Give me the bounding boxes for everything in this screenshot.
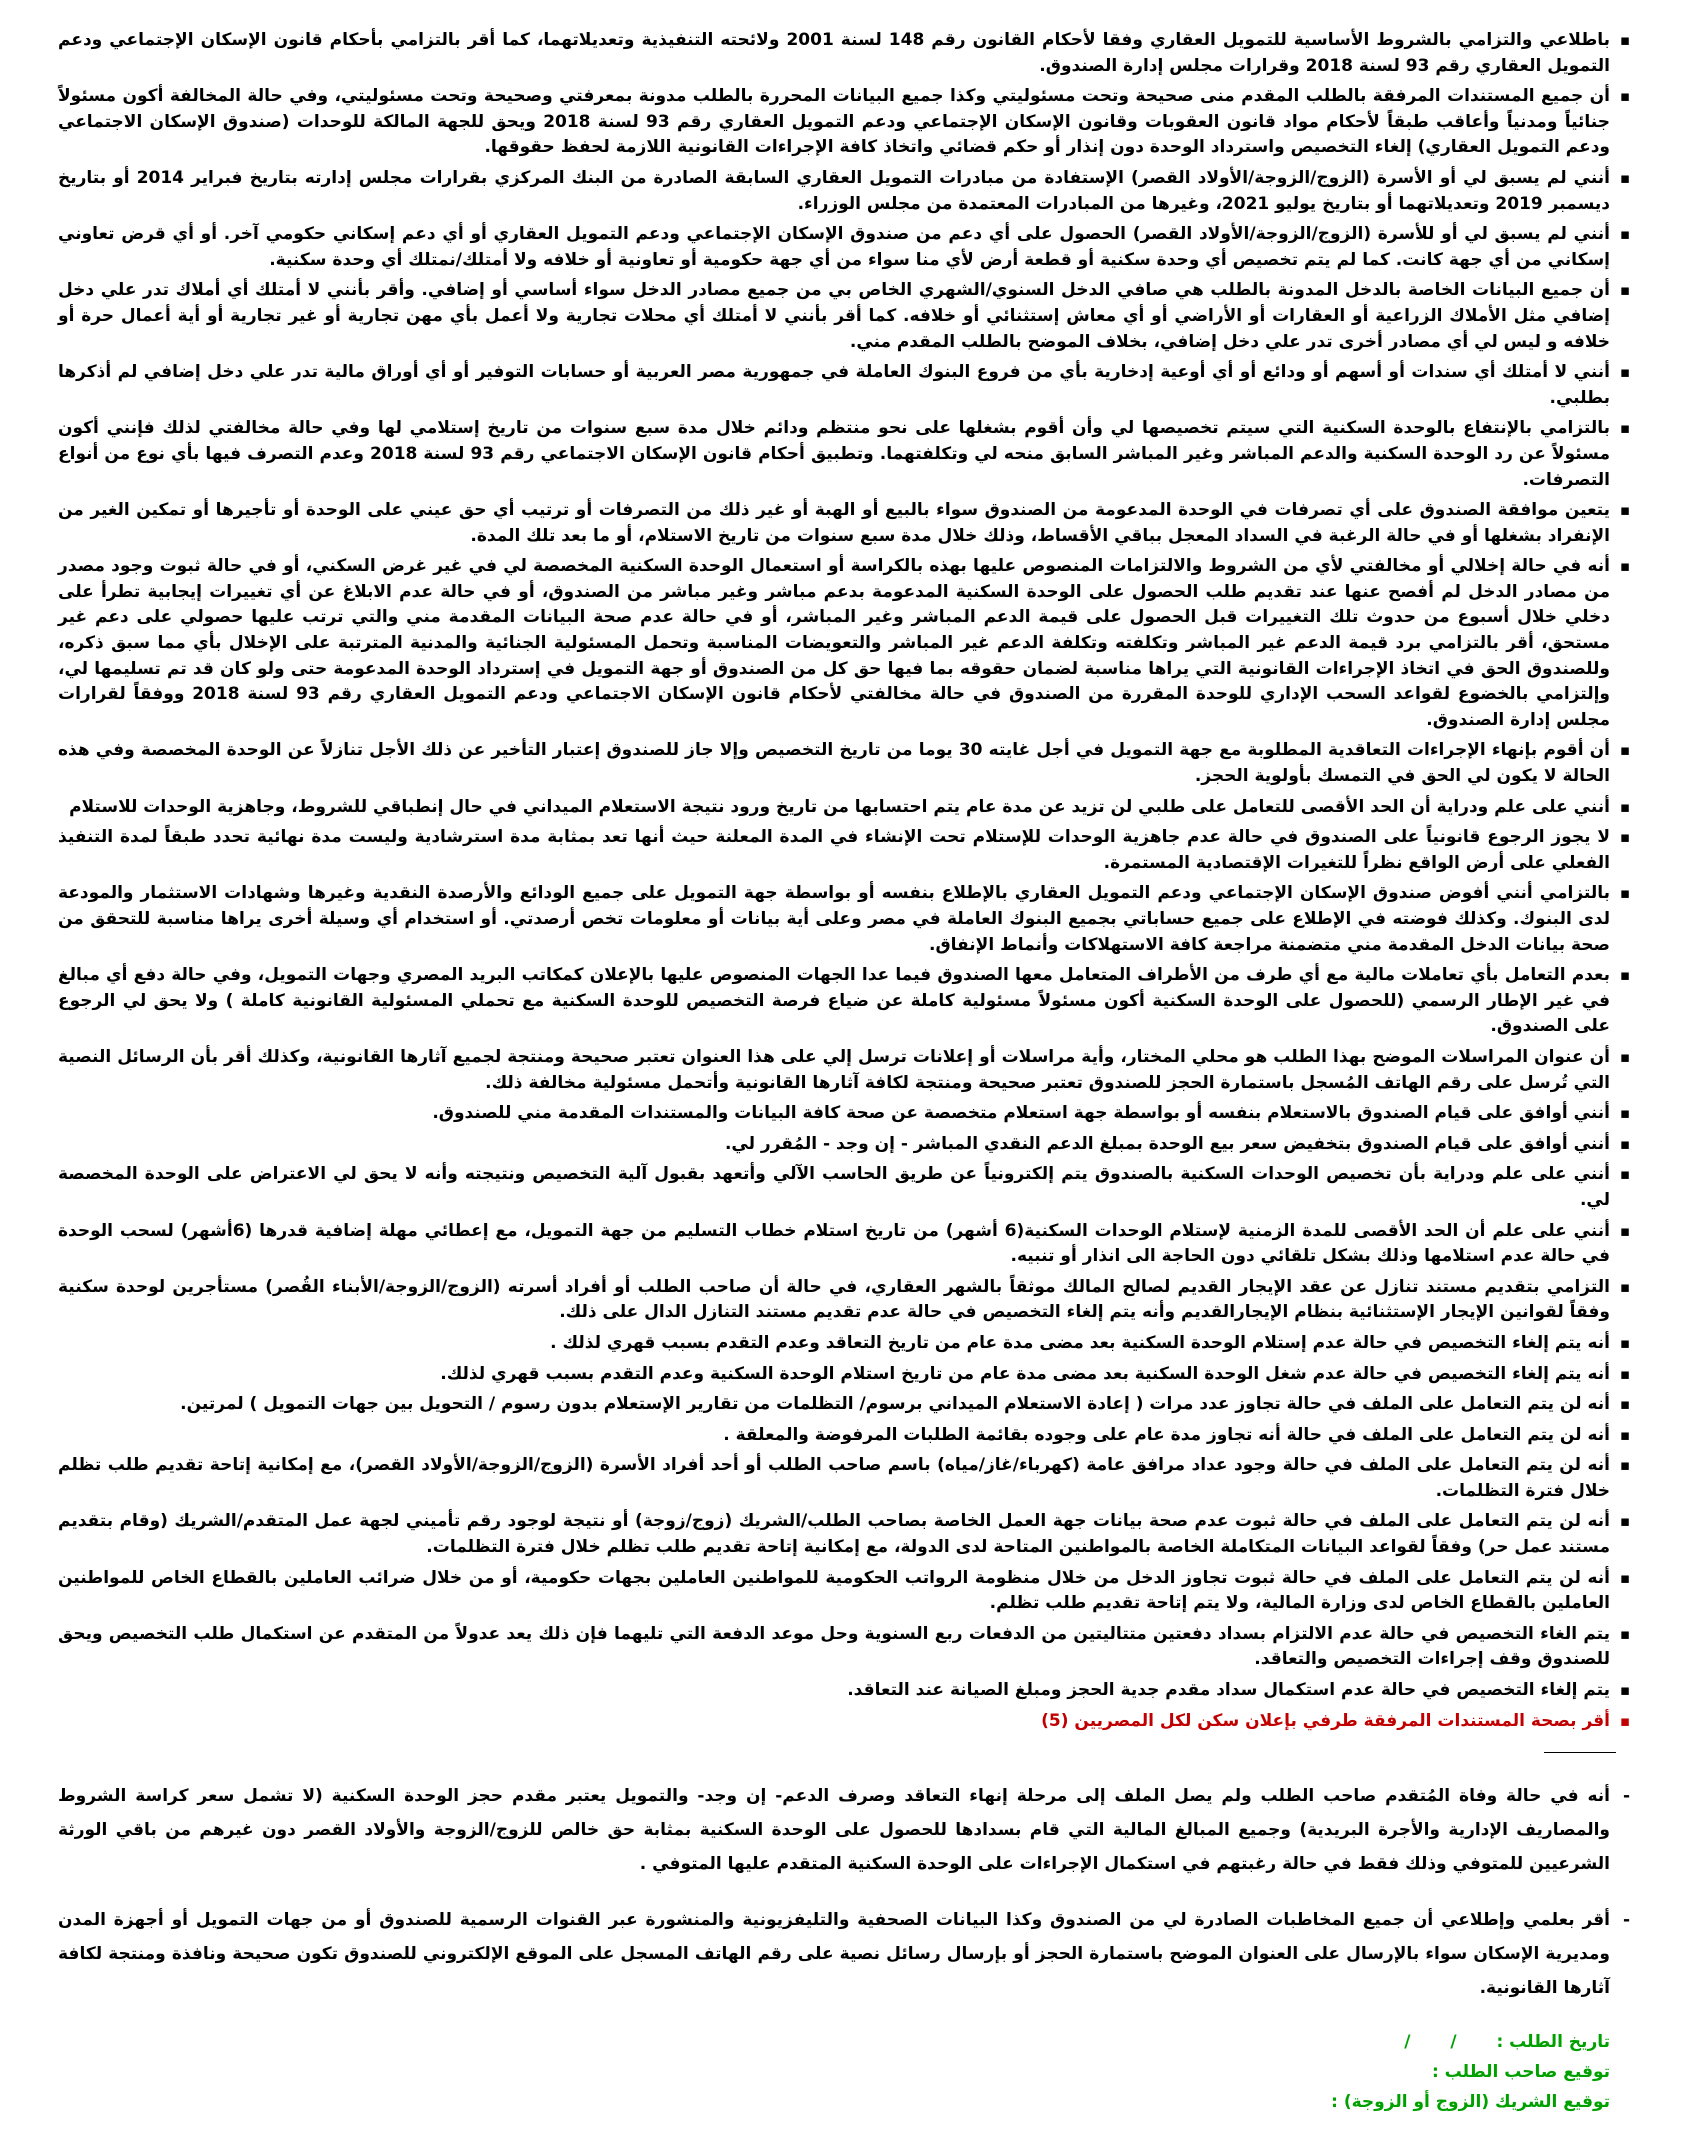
- term-text: باطلاعي والتزامي بالشروط الأساسية للتمويل العقاري وفقا لأحكام القانون رقم 148 لسنة 2001 ولائحته التنفيذية وتعديلاتهما، كما أقر بالتزامي بأحكام قانون الإسكان الإجتماعي ودعم التمويل العقاري رقم 93 لسنة 2018 وقرارات مجلس إدارة الصندوق.: [58, 30, 1610, 76]
- term-text: بعدم التعامل بأي تعاملات مالية مع أي طرف من الأطراف المتعامل معها الصندوق فيما عدا الجهات المنصوص عليها بالإعلان كمكاتب البريد المصري وجهات التمويل، وفي حالة دفع أي مبالغ في غير الإطار الرسمي (للحصول على الوحدة السكنية أكون مسئولاً مسئولية كاملة عن ضياع فرصة التخصيص للوحدة السكنية مع تحملي المسئولية القانونية كاملة ) ولا يحق لي الرجوع على الصندوق.: [58, 965, 1610, 1037]
- bullet-icon: ▪: [1619, 1165, 1630, 1184]
- section-divider: [1544, 1752, 1616, 1753]
- term-item: [58, 1453, 1632, 1504]
- date-separator: /: [1404, 2032, 1411, 2053]
- term-text: أنني أوافق على قيام الصندوق بتخفيض سعر بيع الوحدة بمبلغ الدعم النقدي المباشر - إن وجد - المُقرر لي.: [724, 1133, 1610, 1154]
- application-date-row: [58, 2027, 1632, 2057]
- bullet-icon: ▪: [1619, 828, 1630, 847]
- term-text: يتعين موافقة الصندوق على أي تصرفات في الوحدة المدعومة من الصندوق سواء بالبيع أو الهبة أو غير ذلك من التصرفات أو ترتيب أي حق عيني على الوحدة أو تأجيرها أو تمكين الغير من الإنفراد بشغلها أو في حالة الرغبة في السداد المعجل بباقي الأقساط، وذلك خلال مدة سبع سنوات من تاريخ الاستلام، أو ما بعد تلك المدة.: [58, 500, 1610, 546]
- term-item: [58, 498, 1632, 549]
- term-item: [58, 28, 1632, 79]
- term-item: [58, 795, 1632, 821]
- note-text: أقر بعلمي وإطلاعي أن جميع المخاطبات الصادرة لي من الصندوق وكذا البيانات الصحفية والتليفزيونية والمنشورة عبر القنوات الرسمية للصندوق أو من جهات التمويل أو أجهزة المدن ومديرية الإسكان سواء بالإرسال على العنوان الموضح باستمارة الحجز أو بإرسال رسائل نصية على رقم الهاتف المسجل على الموقع الإلكتروني للصندوق تكون صحيحة ونافذة ومنتجة لكافة آثارها القانونية.: [58, 1910, 1610, 1999]
- applicant-signature-label: توقيع صاحب الطلب :: [1431, 2062, 1610, 2083]
- bullet-icon: ▪: [1619, 501, 1630, 520]
- bullet-icon: ▪: [1619, 281, 1630, 300]
- term-item: [58, 1392, 1632, 1418]
- term-text: أنني على علم ودراية أن الحد الأقصى للتعامل على طلبي لن تزيد عن مدة عام يتم احتسابها من تاريخ ورود نتيجة الاستعلام الميداني في حال إنطباقي للشروط، وجاهزية الوحدات للاستلام: [69, 796, 1610, 817]
- term-text: أنه لن يتم التعامل على الملف في حالة وجود عداد مرافق عامة (كهرباء/غاز/مياه) باسم صاحب الطلب أو أحد أفراد الأسرة (الزوج/الزوجة/الأولاد القصر)، مع إمكانية إتاحة تقديم طلب تظلم خلال فترة التظلمات.: [58, 1455, 1610, 1501]
- term-text: بالتزامي بالإنتفاع بالوحدة السكنية التي سيتم تخصيصها لي وأن أقوم بشغلها على نحو منتظم ودائم خلال مدة سبع سنوات من تاريخ إستلامي لها وفي حالة مخالفتي لذلك فإنني أكون مسئولاً عن رد الوحدة السكنية والدعم المباشر وغير المباشر السابق منحه لي وتكلفتهما. وتطبيق أحكام قانون الإسكان الاجتماعي رقم 93 لسنة 2018 وعدم التصرف فيها بأي نوع من أنواع التصرفات.: [58, 418, 1610, 490]
- term-item: [58, 1045, 1632, 1096]
- bullet-icon: ▪: [1619, 797, 1630, 816]
- term-text: أنني على علم أن الحد الأقصى للمدة الزمنية لإستلام الوحدات السكنية(6 أشهر) من تاريخ استلام خطاب التسليم من جهة التمويل، مع إعطائي مهلة إضافية قدرها (6أشهر) لسحب الوحدة في حالة عدم استلامها وذلك بشكل تلقائي دون الحاجة الى انذار أو تنبيه.: [58, 1220, 1610, 1267]
- term-text: أنني لا أمتلك أي سندات أو أسهم أو ودائع أو أي أوعية إدخارية بأي من فروع البنوك العاملة في جمهورية مصر العربية أو حسابات التوفير أو أي أوراق مالية تدر علي دخل إضافي لم أذكرها بطلبي.: [58, 362, 1610, 408]
- term-item: [58, 1423, 1632, 1449]
- bullet-icon: ▪: [1619, 884, 1630, 903]
- term-item: [58, 360, 1632, 411]
- signature-block: [58, 2027, 1632, 2117]
- bullet-icon: ▪: [1619, 1047, 1630, 1066]
- bullet-icon: ▪: [1619, 741, 1630, 760]
- bullet-icon: ▪: [1619, 1277, 1630, 1296]
- note-item: [58, 1779, 1632, 1881]
- term-item: [58, 554, 1632, 733]
- term-text: بالتزامي أنني أفوض صندوق الإسكان الإجتماعي ودعم التمويل العقاري بالإطلاع بنفسه أو بواسطة جهة التمويل على جميع الودائع والأرصدة النقدية وغيرها وشهادات الاستثمار والمودعة لدى البنوك. وكذلك فوضته في الإطلاع على جميع حساباتي بجميع البنوك العاملة في مصر وعلى أية بيانات أو معلومات تخص أرصدتي. أو استخدام أي وسيلة أخرى يراها مناسبة للتحقق من صحة بيانات الدخل المقدمة مني متضمنة مراجعة كافة الاستهلاكات وأنماط الإنفاق.: [58, 883, 1610, 955]
- term-item: [58, 1162, 1632, 1213]
- term-item: [58, 1678, 1632, 1704]
- term-text: لا يجوز الرجوع قانونياً على الصندوق في حالة عدم جاهزية الوحدات للإستلام تحت الإنشاء في المدة المعلنة حيث أنها تعد بمثابة مدة استرشادية وليست مدة نهائية تحدد طبقاً لمدة التنفيذ الفعلي على أرض الواقع نظراً للتغيرات الإقتصادية المستمرة.: [58, 827, 1610, 873]
- note-item: [58, 1903, 1632, 2005]
- term-text: أن جميع المستندات المرفقة بالطلب المقدم منى صحيحة وتحت مسئوليتي وكذا جميع البيانات المحررة بالطلب مدونة بمعرفتي وصحيحة وتحت مسئوليتي، وفي حالة المخالفة أكون مسئولاً جنائياً ومدنياً وأعاقب طبقاً لأحكام مواد قانون العقوبات وقانون الإسكان الإجتماعي ودعم التمويل العقاري رقم 93 لسنة 2018 ويحق للجهة المالكة للوحدات (صندوق الإسكان الاجتماعي ودعم التمويل العقاري) إلغاء التخصيص واسترداد الوحدة دون إنذار أو حكم قضائي واتخاذ كافة الإجراءات القانونية اللازمة لحفظ حقوقها.: [58, 86, 1610, 158]
- bullet-icon: ▪: [1619, 419, 1630, 438]
- term-item: [58, 1331, 1632, 1357]
- term-text: أقر بصحة المستندات المرفقة طرفي بإعلان سكن لكل المصريين (5): [1041, 1710, 1610, 1731]
- bullet-icon: ▪: [1619, 168, 1630, 187]
- dash-icon: -: [1622, 1910, 1630, 1931]
- term-text: أن عنوان المراسلات الموضح بهذا الطلب هو محلي المختار، وأية مراسلات أو إعلانات ترسل إلي على هذا العنوان تعتبر صحيحة ومنتجة لجميع آثارها القانونية، وكذلك أقر بأن الرسائل النصية التي تُرسل على رقم الهاتف المُسجل باستمارة الحجز للصندوق تعتبر صحيحة ومنتجة لكافة آثارها القانونية وأتحمل مسئولية مخالفة ذلك.: [58, 1046, 1610, 1093]
- document-body: [58, 28, 1632, 2117]
- term-text: يتم إلغاء التخصيص في حالة عدم استكمال سداد مقدم جدية الحجز ومبلغ الصيانة عند التعاقد.: [847, 1680, 1610, 1701]
- term-item: [58, 1622, 1632, 1673]
- partner-signature-label: توقيع الشريك (الزوج أو الزوجة) :: [1331, 2092, 1610, 2113]
- bullet-icon: ▪: [1619, 1456, 1630, 1475]
- term-item: [58, 1566, 1632, 1617]
- bullet-icon: ▪: [1619, 1624, 1630, 1643]
- term-item: [58, 1362, 1632, 1388]
- term-text: أن أقوم بإنهاء الإجراءات التعاقدية المطلوبة مع جهة التمويل في أجل غايته 30 يوما من تاريخ التخصيص وإلا جاز للصندوق إعتبار التأخير عن ذلك الأجل تنازلاً عن الوحدة المخصصة وفي هذه الحالة لا يكون لي الحق في التمسك بأولوية الحجز.: [58, 740, 1611, 787]
- bullet-icon: ▪: [1619, 557, 1630, 576]
- term-text: أنني لم يسبق لي أو للأسرة (الزوج/الزوجة/الأولاد القصر) الحصول على أي دعم من صندوق الإسكان الإجتماعي ودعم التمويل العقاري أو أي دعم إسكاني حكومي آخر. أو أي قرض تعاوني إسكاني من أي جهة كانت. كما لم يتم تخصيص أي وحدة سكنية أو قطعة أرض لأي منا سواء من أي جهة حكومية أو تعاونية أو خلافه ولا أمتلك/نمتلك أي وحدة سكنية.: [58, 224, 1610, 270]
- term-text: يتم الغاء التخصيص في حالة عدم الالتزام بسداد دفعتين متتاليتين من الدفعات ربع السنوية وحل موعد الدفعة التي تليهما فإن ذلك يعد عدولاً من المتقدم عن استكمال طلب التخصيص ويحق للصندوق وقف إجراءات التخصيص والتعاقد.: [58, 1623, 1610, 1670]
- term-item: [58, 1132, 1632, 1158]
- term-text: أنه لن يتم التعامل على الملف في حالة ثبوت تجاوز الدخل من خلال منظومة الرواتب الحكومية للمواطنين العاملين بجهات حكومية، أو من خلال ضرائب العاملين بالقطاع الخاص للمواطنين العاملين بالقطاع الخاص لدى وزارة المالية، ولا يتم إتاحة تقديم طلب تظلم.: [58, 1567, 1610, 1614]
- term-text: أنه يتم إلغاء التخصيص في حالة عدم إستلام الوحدة السكنية بعد مضى مدة عام من تاريخ التعاقد وعدم التقدم بسبب قهري لذلك .: [550, 1332, 1610, 1353]
- term-text: أنه يتم إلغاء التخصيص في حالة عدم شغل الوحدة السكنية بعد مضى مدة عام من تاريخ استلام الوحدة السكنية وعدم التقدم بسبب قهري لذلك.: [440, 1363, 1610, 1384]
- bullet-icon: ▪: [1619, 1425, 1630, 1444]
- bullet-icon: ▪: [1619, 1711, 1630, 1730]
- term-text: أنه في حالة إخلالي أو مخالفتي لأي من الشروط والالتزامات المنصوص عليها بهذه بالكراسة أو استعمال الوحدة السكنية المخصصة لي في غير غرض السكني، أو في حالة ثبوت وجود مصدر من مصادر الدخل لم أفصح عنها عند تقديم طلب الحصول على الوحدة السكنية المدعومة بدعم مباشر وغير مباشر من الصندوق، أو في حالة عدم الابلاغ عن أي تغييرات إيجابية تطرأ على دخلي خلال أسبوع من حدوث تلك التغييرات قبل الحصول على قيمة الدعم المباشر وغير المباشر، أو في حالة عدم صحة البيانات المقدمة مني والتي ترتب عليها حصولي على دعم غير مستحق، أقر بالتزامي برد قيمة الدعم غير المباشر وتكلفته وتكلفة الدعم غير المباشر والتعويضات المناسبة وتحمل المسئولية الجنائية والمدنية المترتبة على الإخلال بأي مما سبق ذكره، وللصندوق الحق في اتخاذ الإجراءات القانونية التي يراها مناسبة لضمان حقوقه بما فيها حق كل من الصندوق أو جهة التمويل في إسترداد الوحدة المدعومة حتى ولو كان قد تم تسليمها لي، وإلتزامي بالخضوع لقواعد السحب الإداري للوحدة المقررة من الصندوق في حالة مخالفتي لأحكام قانون الإسكان الاجتماعي ودعم التمويل العقاري رقم 93 لسنة 2018 ووفقاً لقرارات مجلس إدارة الصندوق.: [58, 556, 1610, 730]
- bullet-icon: ▪: [1619, 1104, 1630, 1123]
- bullet-icon: ▪: [1619, 363, 1630, 382]
- bullet-icon: ▪: [1619, 966, 1630, 985]
- term-item: [58, 278, 1632, 355]
- term-item-approval: [58, 1709, 1632, 1735]
- term-item: [58, 166, 1632, 217]
- term-text: أن جميع البيانات الخاصة بالدخل المدونة بالطلب هي صافي الدخل السنوي/الشهري الخاص بي من جميع مصادر الدخل سواء أساسي أو إضافي. وأقر بأنني لا أمتلك أي أملاك تدر علي دخل إضافي مثل الأملاك الزراعية أو العقارات أو الأراضي أو أي معاش إستثنائي أو خلافه. كما أقر بأنني لا أمتلك أي محلات تجارية ولا أعمل بأي مهن تجارية أو غير تجارية أو أية أعمال حرة أو خلافه و ليس لي أي مصادر أخرى تدر علي دخل إضافي، بخلاف الموضح بالطلب المقدم مني.: [58, 280, 1610, 352]
- date-separator: /: [1450, 2032, 1457, 2053]
- term-item: [58, 738, 1632, 789]
- term-item: [58, 1101, 1632, 1127]
- application-date-label: تاريخ الطلب :: [1496, 2032, 1610, 2053]
- term-text: أنني أوافق على قيام الصندوق بالاستعلام بنفسه أو بواسطة جهة استعلام متخصصة عن صحة كافة البيانات والمستندات المقدمة مني للصندوق.: [432, 1103, 1610, 1124]
- term-text: أنه لن يتم التعامل على الملف في حالة أنه تجاوز مدة عام على وجوده بقائمة الطلبات المرفوضة والمعلقة .: [723, 1424, 1610, 1445]
- bullet-icon: ▪: [1619, 1395, 1630, 1414]
- term-text: التزامي بتقديم مستند تنازل عن عقد الإيجار القديم لصالح المالك موثقاً بالشهر العقاري، في حالة أن صاحب الطلب أو أفراد أسرته (الزوج/الزوجة/الأبناء القُصر) مستأجرين لوحدة سكنية وفقاً لقوانين الإيجار الإستثنائية بنظام الإيجارالقديم وأنه يتم إلغاء التخصيص في حالة عدم تقديم مستند التنازل الدال على ذلك.: [58, 1276, 1610, 1323]
- term-text: أنه لن يتم التعامل على الملف في حالة ثبوت عدم صحة بيانات جهة العمل الخاصة بصاحب الطلب/الشريك (زوج/زوجة) أو نتيجة لوجود رقم تأميني لجهة عمل المتقدم/الشريك (وقام بتقديم مستند عمل حر) وفقاً لقواعد البيانات المتكاملة الخاصة بالمواطنين المتاحة لدى الدولة، مع إمكانية إتاحة تقديم طلب تظلم خلال فترة التظلمات.: [58, 1511, 1610, 1558]
- term-item: [58, 881, 1632, 958]
- bullet-icon: ▪: [1619, 1512, 1630, 1531]
- dash-icon: -: [1622, 1786, 1630, 1807]
- term-text: أنني لم يسبق لي أو الأسرة (الزوج/الزوجة/الأولاد القصر) الإستفادة من مبادرات التمويل العقاري السابقة الصادرة من البنك المركزي بقرارات مجلس إدارته بتاريخ فبراير 2014 أو بتاريخ ديسمبر 2019 وتعديلاتهما أو بتاريخ يوليو 2021، وغيرها من المبادرات المعتمدة من مجلس الوزراء.: [58, 167, 1611, 214]
- term-item: [58, 825, 1632, 876]
- term-item: [58, 963, 1632, 1040]
- bullet-icon: ▪: [1619, 31, 1630, 49]
- term-item: [58, 416, 1632, 493]
- bullet-icon: ▪: [1619, 225, 1630, 244]
- term-item: [58, 1219, 1632, 1270]
- bullet-icon: ▪: [1619, 1221, 1630, 1240]
- bullet-icon: ▪: [1619, 1134, 1630, 1153]
- bullet-icon: ▪: [1619, 1568, 1630, 1587]
- notes-section: [58, 1779, 1632, 2005]
- bullet-icon: ▪: [1619, 1364, 1630, 1383]
- bullet-icon: ▪: [1619, 87, 1630, 106]
- term-item: [58, 1275, 1632, 1326]
- term-item: [58, 222, 1632, 273]
- bullet-icon: ▪: [1619, 1681, 1630, 1700]
- term-text: أنني على علم ودراية بأن تخصيص الوحدات السكنية بالصندوق يتم إلكترونياً عن طريق الحاسب الآلي وأتعهد بقبول آلية التخصيص ونتيجته وأنه لا يحق لي الاعتراض على الوحدة المخصصة لي.: [58, 1164, 1610, 1210]
- term-item: [58, 1509, 1632, 1560]
- terms-list: [58, 28, 1632, 1734]
- note-text: أنه في حالة وفاة المُتقدم صاحب الطلب ولم يصل الملف إلى مرحلة إنهاء التعاقد وصرف الدعم- إن وجد- والتمويل يعتبر مقدم حجز الوحدة السكنية (لا تشمل سعر كراسة الشروط والمصاريف الإدارية والأجرة البريدية) وجميع المبالغ المالية التي قام بسدادها للحصول على الوحدة السكنية بمثابة حق خالص للزوج/الزوجة والأولاد القصر دون غيرهم من باقي الورثة الشرعيين للمتوفي وذلك فقط في حالة رغبتهم في استكمال الإجراءات على الوحدة السكنية المتقدم عليها المتوفي .: [58, 1786, 1610, 1875]
- bullet-icon: ▪: [1619, 1333, 1630, 1352]
- term-item: [58, 84, 1632, 161]
- term-text: أنه لن يتم التعامل على الملف في حالة تجاوز عدد مرات ( إعادة الاستعلام الميداني برسوم/ التظلمات من تقارير الإستعلام بدون رسوم / التحويل بين جهات التمويل ) لمرتين.: [180, 1394, 1610, 1415]
